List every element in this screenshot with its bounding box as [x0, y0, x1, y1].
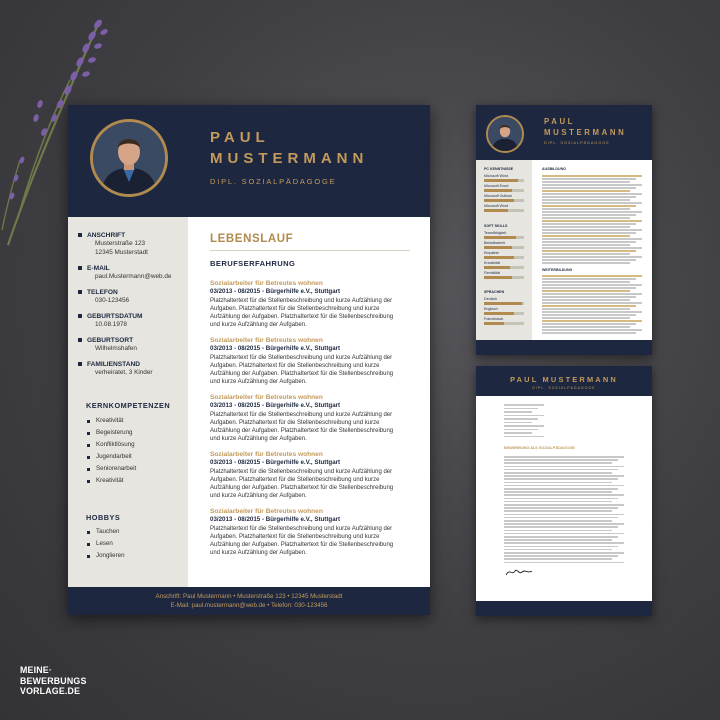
- text-line: [504, 425, 544, 427]
- skill-item: Kreativität: [86, 415, 136, 427]
- text-line: [542, 175, 642, 177]
- text-line: [542, 247, 642, 249]
- skill-bar-label: Microsoft Excel: [484, 184, 509, 188]
- contact-value: 10.08.1978: [95, 321, 127, 328]
- text-line: [504, 501, 612, 503]
- job-entry-text: Aufgaben. Platzhaltertext für die Stellenbeschreibung und kurze: [210, 476, 380, 483]
- skill-bar-label: Belastbarkeit: [484, 241, 505, 245]
- text-line: [542, 259, 636, 261]
- job-entry: [210, 450, 410, 500]
- job-entry-text: Aufzählung der Aufgaben. Platzhaltertext für die Stellenbeschreibung: [210, 484, 394, 491]
- job-title: DIPL. SOZIALPÄDAGOGE: [210, 177, 337, 186]
- preview-letter-header: [476, 366, 652, 396]
- job-entry-dates: 03/2013 - 08/2015 - Bürgerhilfe e.V., Stuttgart: [210, 288, 341, 295]
- job-entry-dates: 03/2013 - 08/2015 - Bürgerhilfe e.V., Stuttgart: [210, 516, 341, 523]
- contact-marital-status: [78, 360, 153, 378]
- skill-bar-label: Deutsch: [484, 297, 498, 301]
- job-entry-dates: 03/2013 - 08/2015 - Bürgerhilfe e.V., Stuttgart: [210, 402, 341, 409]
- last-name: MUSTERMANN: [210, 150, 369, 167]
- contact-phone: [78, 288, 129, 306]
- job-entry: [210, 507, 410, 557]
- skill-bar-label: Empathie: [484, 251, 500, 255]
- skill-item: Begeisterung: [86, 427, 136, 439]
- job-entry-text: Platzhaltertext für die Stellenbeschreibung und kurze Aufzählung der: [210, 525, 393, 532]
- skill-bar: [484, 312, 524, 315]
- text-line: [542, 250, 636, 252]
- text-line: [542, 214, 636, 216]
- contact-label: ANSCHRIFT: [78, 231, 148, 240]
- skill-bar-label: Microsoft Outlook: [484, 194, 512, 198]
- skill-bar: [484, 256, 524, 259]
- job-entry: [210, 279, 410, 329]
- job-entry-text: Platzhaltertext für die Stellenbeschreibung und kurze Aufzählung der: [210, 297, 393, 304]
- preview-name: [544, 116, 626, 138]
- logo-line: VORLAGE.DE: [20, 686, 81, 696]
- profile-photo: [90, 119, 168, 197]
- job-entry-text: Platzhaltertext für die Stellenbeschreibung und kurze Aufzählung der: [210, 354, 393, 361]
- text-line: [542, 329, 642, 331]
- job-entry-title: Sozialarbeiter für Betreutes wohnen: [210, 394, 323, 401]
- contact-email: [78, 264, 171, 282]
- contact-value: paul.Mustermann@web.de: [95, 273, 172, 280]
- text-line: [504, 432, 532, 434]
- job-entry-title: Sozialarbeiter für Betreutes wohnen: [210, 280, 323, 287]
- preview-side-heading: SPRACHEN: [484, 290, 505, 294]
- text-line: [542, 217, 630, 219]
- text-line: [542, 326, 630, 328]
- text-line: [504, 415, 544, 417]
- letter-title: DIPL. SOZIALPÄDAGOGE: [532, 386, 596, 390]
- text-line: [542, 244, 630, 246]
- contact-value: verheiratet, 3 Kinder: [95, 369, 153, 376]
- preview-last-name: MUSTERMANN: [544, 128, 627, 137]
- section-title: LEBENSLAUF: [210, 233, 294, 245]
- text-line: [542, 220, 642, 222]
- text-line: [504, 558, 612, 560]
- text-line: [504, 542, 624, 544]
- text-line: [504, 488, 618, 490]
- text-line: [504, 510, 612, 512]
- text-line: [504, 530, 612, 532]
- hobby-item: Tauchen: [86, 526, 125, 538]
- text-line: [504, 472, 612, 474]
- text-line: [504, 523, 624, 525]
- skill-item: Seniorenarbeit: [86, 463, 136, 475]
- text-line: [504, 482, 612, 484]
- job-entry-text: Platzhaltertext für die Stellenbeschreibung und kurze Aufzählung der: [210, 468, 393, 475]
- skill-bar: [484, 266, 524, 269]
- text-line: [504, 404, 544, 406]
- preview-side-heading: PC KENNTNISSE: [484, 167, 514, 171]
- skill-bar-label: Französisch: [484, 317, 504, 321]
- text-line: [504, 411, 532, 413]
- skill-bar-label: Microsoft Word: [484, 204, 509, 208]
- preview-first-name: PAUL: [544, 117, 576, 126]
- text-line: [542, 187, 636, 189]
- text-line: [542, 193, 642, 195]
- job-entry-text: Aufzählung der Aufgaben. Platzhaltertext für die Stellenbeschreibung: [210, 313, 394, 320]
- text-line: [542, 238, 642, 240]
- skill-bar: [484, 302, 524, 305]
- skill-bar: [484, 189, 524, 192]
- preview-title: DIPL. SOZIALPÄDAGOGE: [544, 141, 610, 145]
- job-entry-text: Platzhaltertext für die Stellenbeschreibung und kurze Aufzählung der: [210, 411, 393, 418]
- contact-value: 030-123456: [95, 297, 130, 304]
- hobby-item: Jonglieren: [86, 550, 125, 562]
- resume-main: [188, 217, 430, 587]
- text-line: [504, 520, 612, 522]
- preview-letter-footer: [476, 601, 652, 616]
- text-line: [542, 241, 636, 243]
- hobbies-heading: HOBBYS: [86, 513, 121, 522]
- text-line: [542, 302, 642, 304]
- resume-name: [210, 127, 368, 169]
- text-line: [542, 281, 630, 283]
- preview-sidebar: [476, 160, 532, 340]
- resume-header: [68, 105, 430, 217]
- skill-item: Konfliktlösung: [86, 439, 136, 451]
- preview-main-heading: AUSBILDUNG: [542, 167, 566, 171]
- text-line: [504, 498, 618, 500]
- skills-list: [86, 415, 136, 487]
- first-name: PAUL: [210, 129, 270, 146]
- text-line: [504, 533, 624, 535]
- text-line: [504, 504, 624, 506]
- job-entry: [210, 336, 410, 386]
- skill-bar: [484, 209, 524, 212]
- contact-label: GEBURTSDATUM: [78, 312, 143, 321]
- contact-label: TELEFON: [78, 288, 129, 297]
- text-line: [542, 178, 636, 180]
- text-line: [504, 526, 618, 528]
- text-line: [542, 229, 642, 231]
- preview-letter-page: [476, 366, 652, 616]
- text-line: [504, 517, 618, 519]
- text-line: [504, 436, 544, 438]
- text-line: [504, 507, 618, 509]
- text-line: [542, 293, 642, 295]
- logo-line: MEINE·: [20, 665, 52, 675]
- skills-heading: KERNKOMPETENZEN: [86, 401, 171, 410]
- text-line: [542, 299, 630, 301]
- skill-bar: [484, 276, 524, 279]
- footer-address: Anschrift: Paul Mustermann • Musterstraße 123 • 12345 Musterstadt: [155, 593, 343, 600]
- job-entry-text: Aufzählung der Aufgaben. Platzhaltertext für die Stellenbeschreibung: [210, 541, 394, 548]
- text-line: [542, 202, 642, 204]
- job-entry-text: Aufzählung der Aufgaben. Platzhaltertext für die Stellenbeschreibung: [210, 370, 394, 377]
- brand-logo: [20, 665, 90, 697]
- text-line: [542, 196, 636, 198]
- job-entry-dates: 03/2013 - 08/2015 - Bürgerhilfe e.V., Stuttgart: [210, 459, 341, 466]
- text-line: [542, 332, 636, 334]
- subsection-title: BERUFSERFAHRUNG: [210, 259, 296, 268]
- resume-footer: [68, 587, 430, 615]
- text-line: [542, 320, 642, 322]
- contact-label: FAMILIENSTAND: [78, 360, 153, 369]
- resume-page: [68, 105, 430, 615]
- text-line: [504, 485, 624, 487]
- text-line: [542, 305, 636, 307]
- job-entry-title: Sozialarbeiter für Betreutes wohnen: [210, 451, 323, 458]
- preview-photo: [486, 115, 524, 153]
- letter-name: PAUL MUSTERMANN: [510, 375, 618, 384]
- job-entry-dates: 03/2013 - 08/2015 - Bürgerhilfe e.V., Stuttgart: [210, 345, 341, 352]
- logo-line: BEWERBUNGS: [20, 675, 87, 686]
- text-line: [504, 456, 624, 458]
- text-line: [542, 317, 630, 319]
- text-line: [504, 552, 624, 554]
- text-line: [504, 514, 624, 516]
- text-line: [542, 226, 630, 228]
- job-entry-text: und kurze Aufzählung der Aufgaben.: [210, 322, 307, 329]
- text-line: [542, 253, 630, 255]
- text-line: [542, 235, 630, 237]
- text-line: [542, 205, 636, 207]
- text-line: [504, 555, 618, 557]
- preview-cv-page: [476, 105, 652, 355]
- text-line: [504, 494, 624, 496]
- text-line: [542, 199, 630, 201]
- letter-subject: BEWERBUNG ALS SOZIALPÄDAGOGE: [504, 446, 575, 450]
- skill-bar-label: Englisch: [484, 307, 498, 311]
- contact-label: GEBURTSORT: [78, 336, 137, 345]
- text-line: [504, 546, 618, 548]
- contact-birthplace: [78, 336, 137, 354]
- skill-bar: [484, 236, 524, 239]
- text-line: [504, 536, 618, 538]
- text-line: [504, 459, 618, 461]
- skill-item: Jugendarbeit: [86, 451, 136, 463]
- text-line: [504, 491, 612, 493]
- text-line: [542, 223, 636, 225]
- contact-address: [78, 231, 148, 257]
- text-line: [542, 323, 636, 325]
- resume-sidebar: [68, 217, 188, 587]
- hobby-item: Lesen: [86, 538, 125, 550]
- text-line: [542, 208, 630, 210]
- hobbies-list: [86, 526, 125, 562]
- contact-value: Musterstraße 123: [95, 240, 146, 247]
- text-line: [504, 475, 624, 477]
- text-line: [542, 311, 642, 313]
- job-entry-text: und kurze Aufzählung der Aufgaben.: [210, 550, 307, 557]
- job-entry-title: Sozialarbeiter für Betreutes wohnen: [210, 508, 323, 515]
- skill-bar-label: Kreativität: [484, 261, 500, 265]
- signature: [504, 566, 534, 578]
- job-entry-text: Aufgaben. Platzhaltertext für die Stellenbeschreibung und kurze: [210, 419, 380, 426]
- job-entry-text: und kurze Aufzählung der Aufgaben.: [210, 493, 307, 500]
- job-entry-text: Aufzählung der Aufgaben. Platzhaltertext für die Stellenbeschreibung: [210, 427, 394, 434]
- text-line: [542, 308, 630, 310]
- preview-side-heading: SOFT SKILLS: [484, 224, 508, 228]
- skill-item: Kreativität: [86, 475, 136, 487]
- contact-value: Wilhelmshafen: [95, 345, 137, 352]
- skill-bar: [484, 246, 524, 249]
- text-line: [504, 408, 538, 410]
- job-entry-title: Sozialarbeiter für Betreutes wohnen: [210, 337, 323, 344]
- text-line: [542, 262, 630, 264]
- text-line: [504, 418, 538, 420]
- text-line: [542, 296, 636, 298]
- text-line: [542, 256, 642, 258]
- text-line: [504, 539, 612, 541]
- footer-contact: E-Mail: paul.mustermann@web.de • Telefon: 030-123456: [170, 602, 328, 609]
- job-entry-text: und kurze Aufzählung der Aufgaben.: [210, 436, 307, 443]
- text-line: [542, 275, 642, 277]
- divider: [210, 250, 410, 251]
- job-entry-text: Aufgaben. Platzhaltertext für die Stellenbeschreibung und kurze: [210, 305, 380, 312]
- preview-cv-footer: [476, 340, 652, 355]
- text-line: [542, 190, 630, 192]
- skill-bar: [484, 199, 524, 202]
- preview-main-heading: WEITERBILDUNG: [542, 268, 573, 272]
- job-entry-text: und kurze Aufzählung der Aufgaben.: [210, 379, 307, 386]
- text-line: [504, 549, 612, 551]
- text-line: [504, 429, 538, 431]
- skill-bar: [484, 179, 524, 182]
- text-line: [504, 478, 618, 480]
- text-line: [504, 422, 532, 424]
- text-line: [542, 290, 630, 292]
- contact-label: E-MAIL: [78, 264, 171, 273]
- text-line: [504, 469, 618, 471]
- text-line: [504, 462, 612, 464]
- text-line: [542, 278, 636, 280]
- text-line: [504, 466, 624, 468]
- text-line: [504, 562, 624, 564]
- job-entry: [210, 393, 410, 443]
- job-entry-text: Aufgaben. Platzhaltertext für die Stellenbeschreibung und kurze: [210, 362, 380, 369]
- text-line: [542, 287, 636, 289]
- skill-bar-label: Microsoft Word: [484, 174, 509, 178]
- contact-birthdate: [78, 312, 143, 330]
- job-entry-text: Aufgaben. Platzhaltertext für die Stellenbeschreibung und kurze: [210, 533, 380, 540]
- contact-value: 12345 Musterstadt: [95, 248, 148, 256]
- text-line: [542, 284, 642, 286]
- text-line: [542, 314, 636, 316]
- preview-cv-header: [476, 105, 652, 160]
- text-line: [542, 211, 642, 213]
- text-line: [542, 181, 630, 183]
- skill-bar-label: Teamfähigkeit: [484, 231, 507, 235]
- skill-bar: [484, 322, 524, 325]
- skill-bar-label: Flexibilität: [484, 271, 500, 275]
- text-line: [542, 184, 642, 186]
- text-line: [542, 232, 636, 234]
